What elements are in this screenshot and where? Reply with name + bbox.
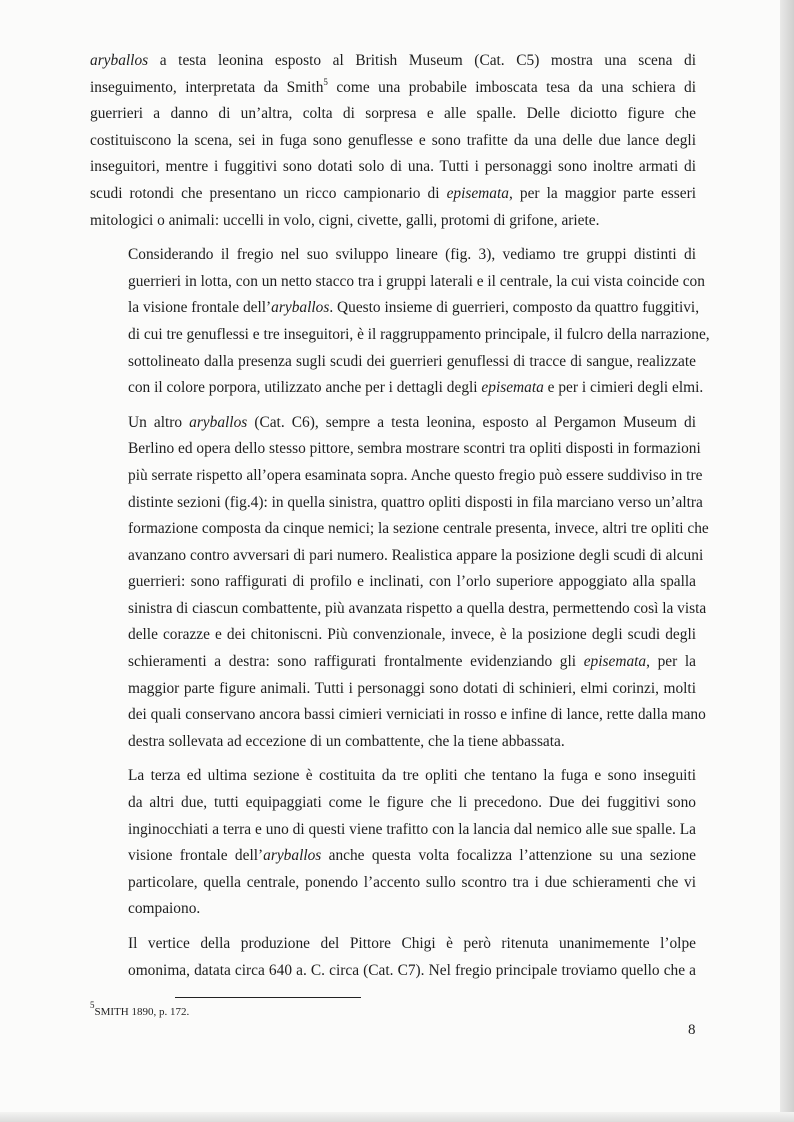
italic-term: episemata: [446, 184, 509, 202]
text-run: a testa leonina esposto al British Museum (Cat. C5) mostra una scena di: [148, 52, 696, 69]
paragraph: [90, 763, 696, 923]
text-line: [90, 295, 700, 322]
text-line: [90, 208, 696, 235]
text-line: [90, 596, 707, 623]
text-run: Un altro: [128, 413, 190, 431]
text-run: inseguitori, mentre i fuggitivi sono dotati solo di una. Tutti i personaggi sono inoltre armati di: [90, 158, 696, 176]
text-run: (Cat. C6), sempre a testa leonina, esposto al Pergamon Museum di: [247, 413, 696, 431]
text-run: scudi rotondi che presentano un ricco campionario di: [90, 184, 447, 202]
text-run: e per i cimieri degli elmi.: [543, 379, 704, 397]
text-line: [90, 516, 709, 543]
text-line: [90, 349, 696, 376]
text-line: [90, 649, 696, 676]
text-run: mitologici o animali: uccelli in volo, cigni, civette, galli, protomi di grifone, ariete.: [90, 211, 600, 229]
text-run: . Questo insieme di guerrieri, composto da quattro fuggitivi,: [329, 299, 700, 317]
text-line: [90, 242, 696, 269]
text-line: [90, 896, 696, 923]
footnote-marker: 5: [90, 1000, 95, 1010]
italic-term: episemata: [583, 653, 647, 671]
page-bottom-edge: [0, 1112, 794, 1122]
page-edge-shadow: [780, 0, 794, 1122]
text-line: [90, 569, 696, 596]
text-run: guerrieri a danno di un’altra, colta di sorpresa e alle spalle. Delle diciotto figure che: [90, 105, 696, 123]
text-line: [90, 958, 696, 985]
text-run: formazione composta da cinque nemici; la sezione centrale presenta, invece, altri tre opliti che: [128, 520, 709, 538]
text-run: avanzano contro avversari di pari numero. Realistica appare la posizione degli scudi di alcuni: [128, 546, 704, 564]
text-run: sottolineato dalla presenza sugli scudi dei guerrieri genuflessi di tracce di sangue, realizzate: [128, 352, 696, 370]
text-run: costituiscono la scena, sei in fuga sono genuflesse e sono trafitte da una delle due lance degli: [90, 131, 696, 149]
text-line: [90, 48, 696, 75]
text-run: guerrieri: sono raffigurati di profilo e inclinati, con l’orlo superiore appoggiato alla spalla: [128, 573, 696, 591]
text-run: inseguimento, interpretata da Smith: [90, 78, 324, 96]
text-line: [90, 870, 696, 897]
text-line: [90, 269, 705, 296]
text-run: destra sollevata ad eccezione di un combattente, che la tiene abbassata.: [128, 732, 565, 750]
text-line: [90, 843, 696, 870]
text-run: maggior parte figure animali. Tutti i personaggi sono dotati di schinieri, elmi corinzi, molti: [128, 679, 696, 697]
text-run: inginocchiati a terra e uno di questi viene trafitto con la lancia dal nemico alle sue spalle. La: [128, 820, 696, 838]
page-number: 8: [688, 1022, 696, 1038]
text-run: Considerando il fregio nel suo sviluppo lineare (fig. 3), vediamo tre gruppi distinti di: [128, 246, 696, 264]
italic-term: aryballos: [271, 299, 330, 317]
footnote: [90, 1000, 190, 1018]
text-line: [90, 410, 696, 437]
text-line: [90, 101, 696, 128]
paragraph: [90, 931, 696, 984]
text-line: [90, 622, 696, 649]
footnote-text: SMITH 1890, p. 172.: [94, 1006, 190, 1018]
paragraph: [90, 48, 696, 234]
italic-term: episemata: [481, 379, 544, 397]
text-run: , per la maggior parte esseri: [508, 184, 697, 202]
text-run: , per la: [646, 653, 696, 671]
text-run: guerrieri in lotta, con un netto stacco tra i gruppi laterali e il centrale, la cui vista coincide con: [128, 272, 705, 290]
text-run: da altri due, tutti equipaggiati come le figure che li precedono. Due dei fuggitivi sono: [128, 794, 696, 812]
italic-term: aryballos: [90, 52, 149, 69]
text-run: schieramenti a destra: sono raffigurati frontalmente evidenziando gli: [128, 653, 584, 671]
text-run: compaiono.: [128, 900, 201, 918]
text-line: [90, 702, 706, 729]
text-line: [90, 322, 710, 349]
text-run: particolare, quella centrale, ponendo l’accento sullo scontro tra i due schieramenti che vi: [128, 873, 696, 891]
text-run: visione frontale dell’: [128, 847, 264, 865]
text-line: [90, 543, 704, 570]
text-run: più serrate rispetto all’opera esaminata sopra. Anche questo fregio può essere suddiviso in tre: [128, 466, 703, 484]
paragraph: [90, 410, 709, 756]
text-run: sinistra di ciascun combattente, più avanzata rispetto a quella destra, permettendo così la vista: [128, 599, 707, 617]
text-run: con il colore porpora, utilizzato anche per i dettagli degli: [128, 379, 482, 397]
text-run: la visione frontale dell’: [128, 299, 272, 317]
italic-term: aryballos: [263, 847, 322, 865]
text-run: Il vertice della produzione del Pittore Chigi è però ritenuta unanimemente l’olpe: [128, 935, 696, 952]
text-line: [90, 181, 696, 208]
paragraph: [90, 242, 710, 402]
footnote-separator: [175, 997, 361, 998]
text-run: omonima, datata circa 640 a. C. circa (Cat. C7). Nel fregio principale troviamo quello che a: [128, 961, 696, 979]
text-run: delle corazze e dei chitoniscni. Più convenzionale, invece, è la posizione degli scudi degli: [128, 626, 696, 644]
text-line: [90, 729, 696, 756]
text-line: [90, 128, 696, 155]
italic-term: aryballos: [189, 413, 248, 431]
text-line: [90, 75, 696, 102]
text-line: [90, 931, 696, 958]
text-run: come una probabile imboscata tesa da una schiera di: [327, 78, 696, 96]
footnote-reference: 5: [323, 76, 328, 87]
text-line: [90, 817, 696, 844]
text-line: [90, 790, 696, 817]
text-run: Berlino ed opera dello stesso pittore, sembra mostrare scontri tra opliti disposti in formazioni: [128, 440, 701, 458]
text-run: La terza ed ultima sezione è costituita da tre opliti che tentano la fuga e sono inseguiti: [128, 767, 696, 785]
text-run: anche questa volta focalizza l’attenzione su una sezione: [321, 847, 697, 865]
text-line: [90, 436, 701, 463]
text-run: dei quali conservano ancora bassi cimieri verniciati in rosso e infine di lance, rette dalla mano: [128, 706, 706, 724]
text-line: [90, 676, 696, 703]
text-line: [90, 763, 696, 790]
text-line: [90, 463, 703, 490]
text-line: [90, 490, 703, 517]
text-run: distinte sezioni (fig.4): in quella sinistra, quattro opliti disposti in fila marciano verso un’altra: [128, 493, 703, 511]
text-line: [90, 154, 696, 181]
text-run: di cui tre genuflessi e tre inseguitori, è il raggruppamento principale, il fulcro della narrazione,: [128, 325, 710, 343]
body-text: [90, 48, 710, 992]
text-line: [90, 375, 704, 402]
